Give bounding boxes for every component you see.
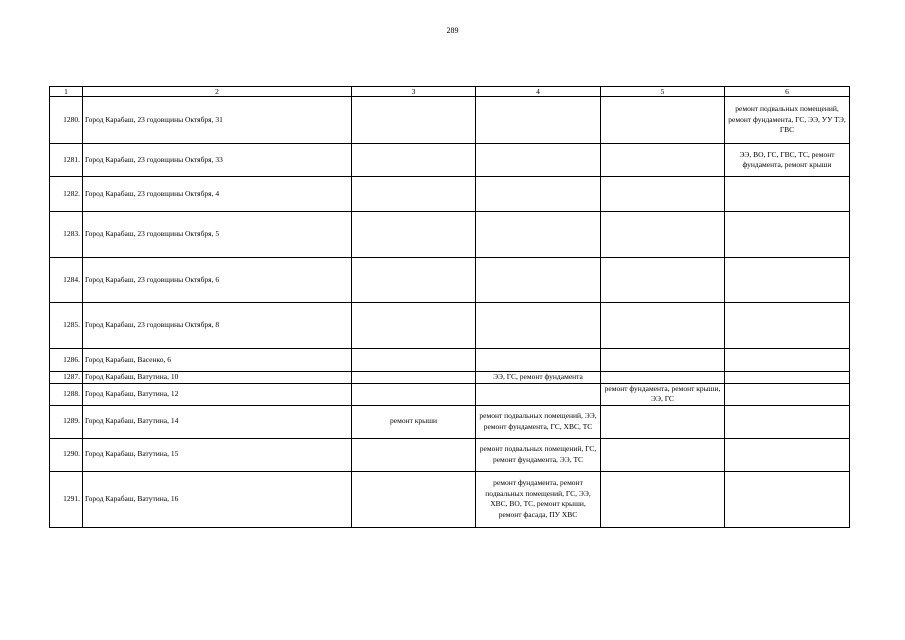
row-number: 1284. <box>50 258 83 303</box>
column-header: 3 <box>352 87 476 97</box>
address-cell: Город Карабаш, 23 годовщины Октября, 6 <box>83 258 352 303</box>
table-row <box>50 97 850 144</box>
cell-col4 <box>476 212 601 258</box>
cell-col4: ремонт подвальных помещений, ГС, ремонт фундамента, ЭЭ, ТС <box>476 438 601 471</box>
cell-col5 <box>601 97 725 144</box>
cell-col3 <box>352 258 476 303</box>
cell-col3 <box>352 372 476 384</box>
address-cell: Город Карабаш, Ватутина, 15 <box>83 438 352 471</box>
page-number: 289 <box>446 26 459 35</box>
table-row <box>50 177 850 212</box>
cell-col6 <box>725 471 850 527</box>
cell-col4 <box>476 97 601 144</box>
table-row <box>50 471 850 527</box>
table-row <box>50 438 850 471</box>
cell-col3 <box>352 212 476 258</box>
row-number: 1280. <box>50 97 83 144</box>
address-cell: Город Карабаш, 23 годовщины Октября, 4 <box>83 177 352 212</box>
column-header: 6 <box>725 87 850 97</box>
cell-col4 <box>476 349 601 372</box>
row-number: 1290. <box>50 438 83 471</box>
cell-col6 <box>725 372 850 384</box>
cell-col6 <box>725 438 850 471</box>
row-number: 1283. <box>50 212 83 258</box>
address-cell: Город Карабаш, Ватутина, 10 <box>83 372 352 384</box>
column-header: 1 <box>50 87 83 97</box>
cell-col3 <box>352 177 476 212</box>
table-row <box>50 144 850 177</box>
cell-col6 <box>725 303 850 349</box>
table-row <box>50 303 850 349</box>
cell-col5 <box>601 405 725 438</box>
cell-col4: ремонт фундамента, ремонт подвальных помещений, ГС, ЭЭ, ХВС, ВО, ТС, ремонт крыши, ремонт фасада, ПУ ХВС <box>476 471 601 527</box>
cell-col5 <box>601 212 725 258</box>
cell-col5 <box>601 438 725 471</box>
row-number: 1288. <box>50 383 83 405</box>
table-row <box>50 372 850 384</box>
cell-col3 <box>352 471 476 527</box>
table-row <box>50 258 850 303</box>
cell-col6: ремонт подвальных помещений, ремонт фундамента, ГС, ЭЭ, УУ ТЭ, ГВС <box>725 97 850 144</box>
cell-col5 <box>601 303 725 349</box>
cell-col3 <box>352 383 476 405</box>
cell-col5 <box>601 471 725 527</box>
works-table <box>49 86 850 528</box>
cell-col3 <box>352 303 476 349</box>
cell-col3 <box>352 349 476 372</box>
cell-col4 <box>476 144 601 177</box>
row-number: 1289. <box>50 405 83 438</box>
cell-col3 <box>352 97 476 144</box>
row-number: 1287. <box>50 372 83 384</box>
cell-col6 <box>725 177 850 212</box>
address-cell: Город Карабаш, 23 годовщины Октября, 33 <box>83 144 352 177</box>
cell-col5 <box>601 349 725 372</box>
cell-col6 <box>725 212 850 258</box>
address-cell: Город Карабаш, Ватутина, 12 <box>83 383 352 405</box>
cell-col4: ЭЭ, ГС, ремонт фундамента <box>476 372 601 384</box>
table-row <box>50 405 850 438</box>
row-number: 1291. <box>50 471 83 527</box>
address-cell: Город Карабаш, 23 годовщины Октября, 5 <box>83 212 352 258</box>
cell-col4 <box>476 383 601 405</box>
table-header-row <box>50 87 850 97</box>
table-row <box>50 349 850 372</box>
column-header: 5 <box>601 87 725 97</box>
address-cell: Город Карабаш, 23 годовщины Октября, 8 <box>83 303 352 349</box>
cell-col5 <box>601 372 725 384</box>
cell-col4 <box>476 177 601 212</box>
cell-col4 <box>476 303 601 349</box>
cell-col6 <box>725 383 850 405</box>
cell-col4: ремонт подвальных помещений, ЭЭ, ремонт фундамента, ГС, ХВС, ТС <box>476 405 601 438</box>
cell-col6 <box>725 349 850 372</box>
table-row <box>50 383 850 405</box>
column-header: 4 <box>476 87 601 97</box>
address-cell: Город Карабаш, 23 годовщины Октября, 31 <box>83 97 352 144</box>
cell-col4 <box>476 258 601 303</box>
cell-col6 <box>725 258 850 303</box>
address-cell: Город Карабаш, Ватутина, 14 <box>83 405 352 438</box>
table-row <box>50 212 850 258</box>
row-number: 1281. <box>50 144 83 177</box>
cell-col5 <box>601 144 725 177</box>
cell-col5: ремонт фундамента, ремонт крыши, ЭЭ, ГС <box>601 383 725 405</box>
cell-col5 <box>601 258 725 303</box>
cell-col6: ЭЭ, ВО, ГС, ГВС, ТС, ремонт фундамента, ремонт крыши <box>725 144 850 177</box>
cell-col3: ремонт крыши <box>352 405 476 438</box>
cell-col3 <box>352 144 476 177</box>
row-number: 1285. <box>50 303 83 349</box>
cell-col6 <box>725 405 850 438</box>
column-header: 2 <box>83 87 352 97</box>
address-cell: Город Карабаш, Васенко, 6 <box>83 349 352 372</box>
cell-col3 <box>352 438 476 471</box>
cell-col5 <box>601 177 725 212</box>
row-number: 1282. <box>50 177 83 212</box>
address-cell: Город Карабаш, Ватутина, 16 <box>83 471 352 527</box>
row-number: 1286. <box>50 349 83 372</box>
